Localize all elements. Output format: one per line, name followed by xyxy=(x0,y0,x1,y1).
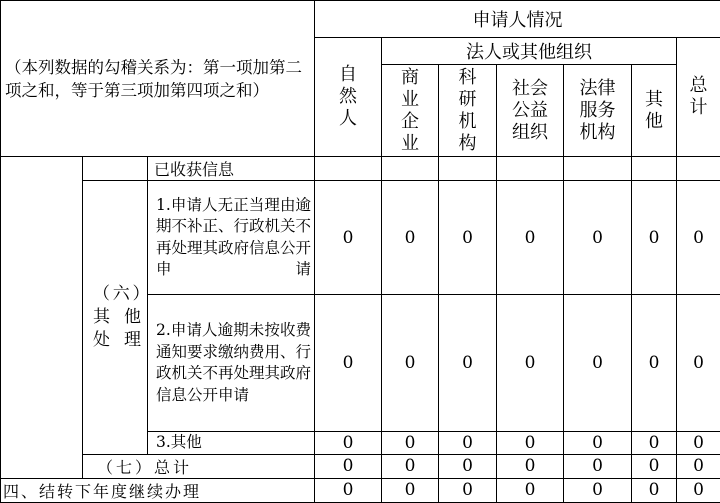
value-cell: 0 xyxy=(677,454,720,478)
col-commercial: 商业企业 xyxy=(382,65,439,157)
value-cell: 0 xyxy=(677,432,720,455)
value-cell: 0 xyxy=(632,478,677,502)
col-natural-person: 自然人 xyxy=(315,38,382,157)
col-legal-service: 法律服务机构 xyxy=(564,65,632,157)
value-cell: 0 xyxy=(564,454,632,478)
left-margin-cell xyxy=(1,157,83,181)
value-cell: 0 xyxy=(382,432,439,455)
value-cell: 0 xyxy=(632,295,677,432)
value-cell: 0 xyxy=(632,181,677,295)
value-cell: 0 xyxy=(315,478,382,502)
col-public-welfare: 社会公益组织 xyxy=(497,65,564,157)
reason-item-1: 1.申请人无正当理由逾期不补正、行政机关不再处理其政府信息公开申请 xyxy=(148,181,315,295)
carry-over-label: 四、结转下年度继续办理 xyxy=(1,478,315,502)
value-cell: 0 xyxy=(315,295,382,432)
value-cell: 0 xyxy=(497,432,564,455)
value-cell: 0 xyxy=(564,295,632,432)
value-cell: 0 xyxy=(677,478,720,502)
value-cell: 0 xyxy=(439,454,497,478)
value-cell: 0 xyxy=(382,478,439,502)
reason-item-3: 3.其他 xyxy=(148,432,315,455)
relationship-note: （本列数据的勾稽关系为：第一项加第二项之和，等于第三项加第四项之和） xyxy=(1,1,315,157)
value-cell: 0 xyxy=(382,295,439,432)
applicant-situation-header: 申请人情况 xyxy=(315,1,720,38)
reason-item-2: 2.申请人逾期未按收费通知要求缴纳费用、行政机关不再处理其政府信息公开申请 xyxy=(148,295,315,432)
value-cell: 0 xyxy=(439,478,497,502)
value-cell: 0 xyxy=(315,454,382,478)
value-cell: 0 xyxy=(315,181,382,295)
value-cell: 0 xyxy=(677,181,720,295)
value-cell: 0 xyxy=(382,181,439,295)
left-margin-cell xyxy=(1,181,83,479)
value-cell: 0 xyxy=(497,181,564,295)
value-cell: 0 xyxy=(497,478,564,502)
col-other: 其他 xyxy=(632,65,677,157)
value-cell: 0 xyxy=(497,295,564,432)
col-research: 科研机构 xyxy=(439,65,497,157)
value-cell: 0 xyxy=(632,432,677,455)
value-cell: 0 xyxy=(632,454,677,478)
value-cell: 0 xyxy=(439,295,497,432)
group-six-label: （六）其他处理 xyxy=(83,181,148,455)
total-seven-label: （七）总计 xyxy=(83,454,315,478)
value-cell: 0 xyxy=(677,295,720,432)
partial-row-label: 已收获信息 xyxy=(148,157,315,181)
value-cell: 0 xyxy=(315,432,382,455)
value-cell: 0 xyxy=(382,454,439,478)
value-cell: 0 xyxy=(564,478,632,502)
value-cell: 0 xyxy=(564,432,632,455)
value-cell: 0 xyxy=(564,181,632,295)
value-cell: 0 xyxy=(497,454,564,478)
col-total: 总计 xyxy=(677,38,720,157)
value-cell: 0 xyxy=(439,181,497,295)
value-cell: 0 xyxy=(439,432,497,455)
partial-group-cell xyxy=(83,157,148,181)
legal-person-group-header: 法人或其他组织 xyxy=(382,38,677,65)
